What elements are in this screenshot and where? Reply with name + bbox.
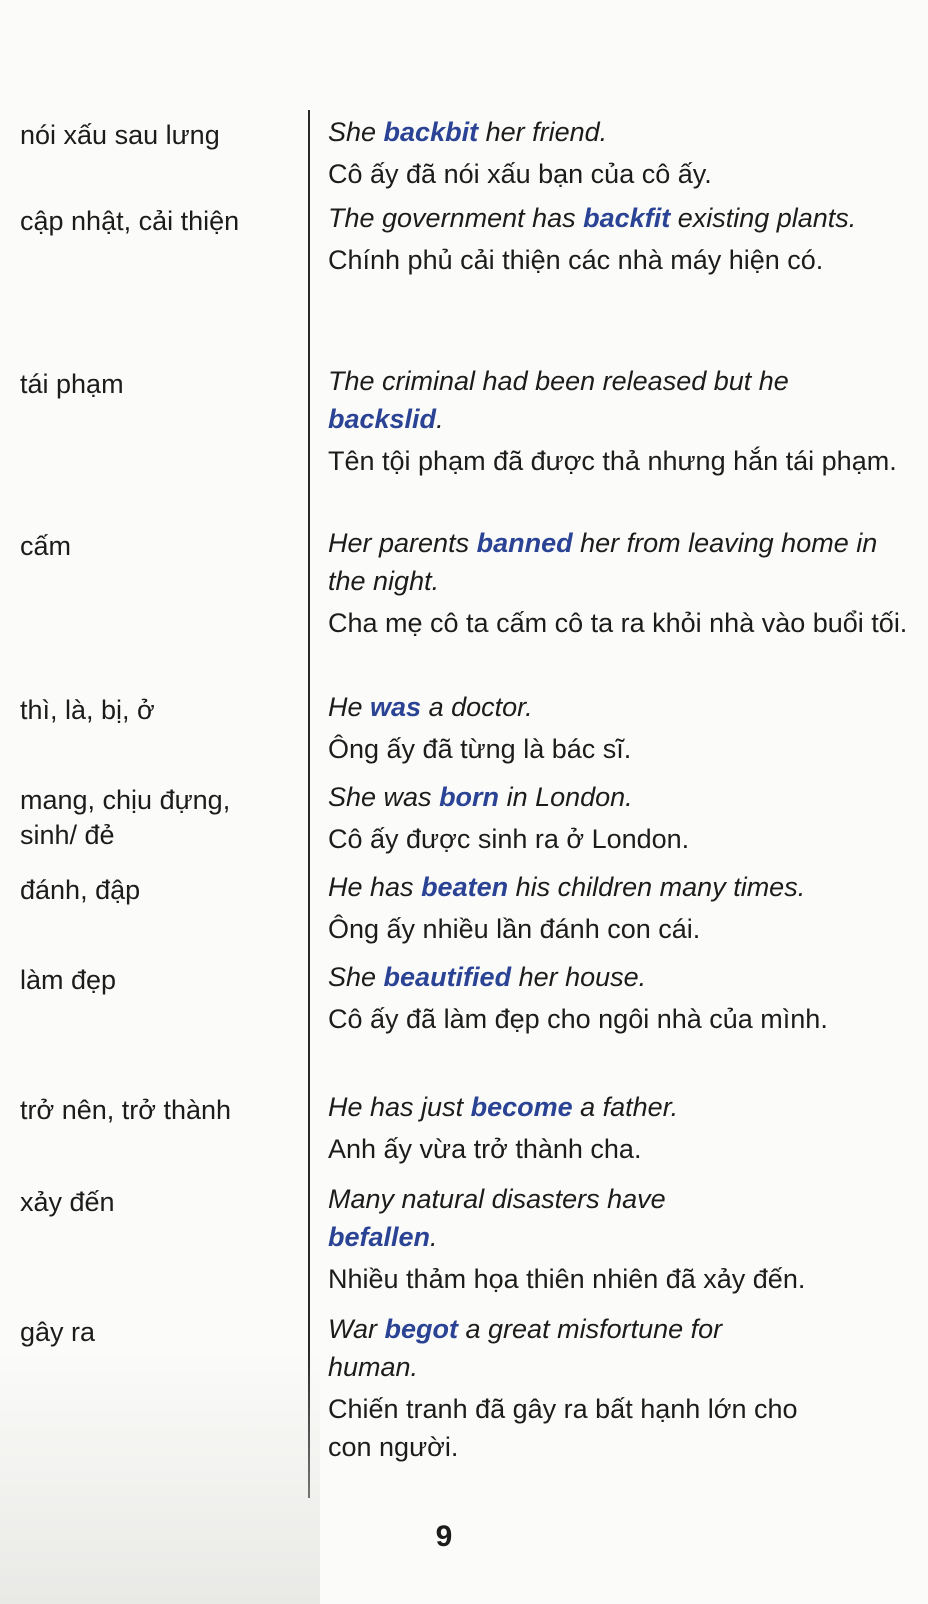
example-text: a father. xyxy=(572,1092,679,1122)
entry-content xyxy=(328,113,908,193)
highlighted-verb: begot xyxy=(384,1314,459,1344)
page-number: 9 xyxy=(435,1520,453,1553)
example-text: . xyxy=(436,404,444,434)
highlighted-verb: backfit xyxy=(583,203,671,233)
entry-content xyxy=(328,1310,908,1466)
example-text: her house. xyxy=(511,962,647,992)
example-text: her friend. xyxy=(478,117,608,147)
example-text: Her parents xyxy=(328,528,477,558)
example-sentence xyxy=(328,778,908,816)
meaning-text: đánh, đập xyxy=(20,875,141,905)
example-text: She xyxy=(328,962,384,992)
example-text: her from leaving home in the night. xyxy=(328,528,878,596)
translation-text: Cô ấy đã nói xấu bạn của cô ấy. xyxy=(328,159,712,189)
meaning-text: cấm xyxy=(20,531,72,561)
highlighted-verb: backbit xyxy=(383,117,479,147)
entry-content xyxy=(328,199,908,279)
example-text: in London. xyxy=(499,782,633,812)
entry-content xyxy=(328,1088,908,1168)
entry-content xyxy=(328,1180,908,1298)
highlighted-verb: become xyxy=(470,1092,573,1122)
example-text: The government has xyxy=(328,203,584,233)
translation-text: Cha mẹ cô ta cấm cô ta ra khỏi nhà vào buổi tối. xyxy=(328,608,908,638)
highlighted-verb: was xyxy=(370,692,422,722)
entry-content xyxy=(328,778,908,858)
entry-content xyxy=(328,958,908,1038)
translation-text: Chính phủ cải thiện các nhà máy hiện có. xyxy=(328,245,824,275)
translation-text: Cô ấy được sinh ra ở London. xyxy=(328,824,690,854)
highlighted-verb: beautified xyxy=(383,962,512,992)
highlighted-verb: banned xyxy=(476,528,573,558)
example-sentence xyxy=(328,113,908,151)
meaning-text: trở nên, trở thành xyxy=(20,1095,232,1125)
meaning-text: gây ra xyxy=(20,1317,96,1347)
column-divider xyxy=(308,110,310,1498)
example-text: a doctor. xyxy=(421,692,533,722)
entry-content xyxy=(328,868,908,948)
example-text: The criminal had been released but he xyxy=(328,366,789,396)
meaning-text: cập nhật, cải thiện xyxy=(20,206,240,236)
example-text: Many natural disasters have xyxy=(328,1184,666,1214)
entry-content xyxy=(328,362,908,480)
translation-text: Cô ấy đã làm đẹp cho ngôi nhà của mình. xyxy=(328,1004,828,1034)
meaning-text: thì, là, bị, ở xyxy=(20,695,155,725)
example-sentence xyxy=(328,1180,748,1256)
meaning-text: xảy đến xyxy=(20,1187,115,1217)
meaning-text: làm đẹp xyxy=(20,965,117,995)
meaning-text: mang, chịu đựng, sinh/ đẻ xyxy=(20,785,231,850)
example-text: He has xyxy=(328,872,422,902)
example-text: She xyxy=(328,117,384,147)
example-text: War xyxy=(328,1314,385,1344)
example-sentence xyxy=(328,868,908,906)
example-text: He xyxy=(328,692,371,722)
example-text: his children many times. xyxy=(508,872,806,902)
translation-text: Anh ấy vừa trở thành cha. xyxy=(328,1134,642,1164)
example-sentence xyxy=(328,1310,798,1386)
highlighted-verb: beaten xyxy=(421,872,509,902)
entry-content xyxy=(328,524,908,642)
example-text: . xyxy=(430,1222,438,1252)
highlighted-verb: backslid xyxy=(328,404,437,434)
example-sentence xyxy=(328,688,908,726)
page-shadow xyxy=(0,1350,320,1604)
entry-content xyxy=(328,688,908,768)
example-sentence xyxy=(328,199,908,237)
example-text: existing plants. xyxy=(670,203,857,233)
translation-text: Tên tội phạm đã được thả nhưng hắn tái phạm. xyxy=(328,446,897,476)
translation-text: Ông ấy nhiều lần đánh con cái. xyxy=(328,914,701,944)
example-sentence xyxy=(328,362,908,438)
highlighted-verb: befallen xyxy=(328,1222,431,1252)
example-text: She was xyxy=(328,782,440,812)
example-sentence xyxy=(328,1088,908,1126)
translation-text: Nhiều thảm họa thiên nhiên đã xảy đến. xyxy=(328,1264,806,1294)
example-text: He has just xyxy=(328,1092,471,1122)
example-text: a great misfortune for human. xyxy=(328,1314,723,1382)
translation-text: Chiến tranh đã gây ra bất hạnh lớn cho con người. xyxy=(328,1394,798,1462)
meaning-text: nói xấu sau lưng xyxy=(20,120,220,150)
example-sentence xyxy=(328,958,908,996)
translation-text: Ông ấy đã từng là bác sĩ. xyxy=(328,734,632,764)
highlighted-verb: born xyxy=(439,782,500,812)
example-sentence xyxy=(328,524,908,600)
meaning-text: tái phạm xyxy=(20,369,124,399)
